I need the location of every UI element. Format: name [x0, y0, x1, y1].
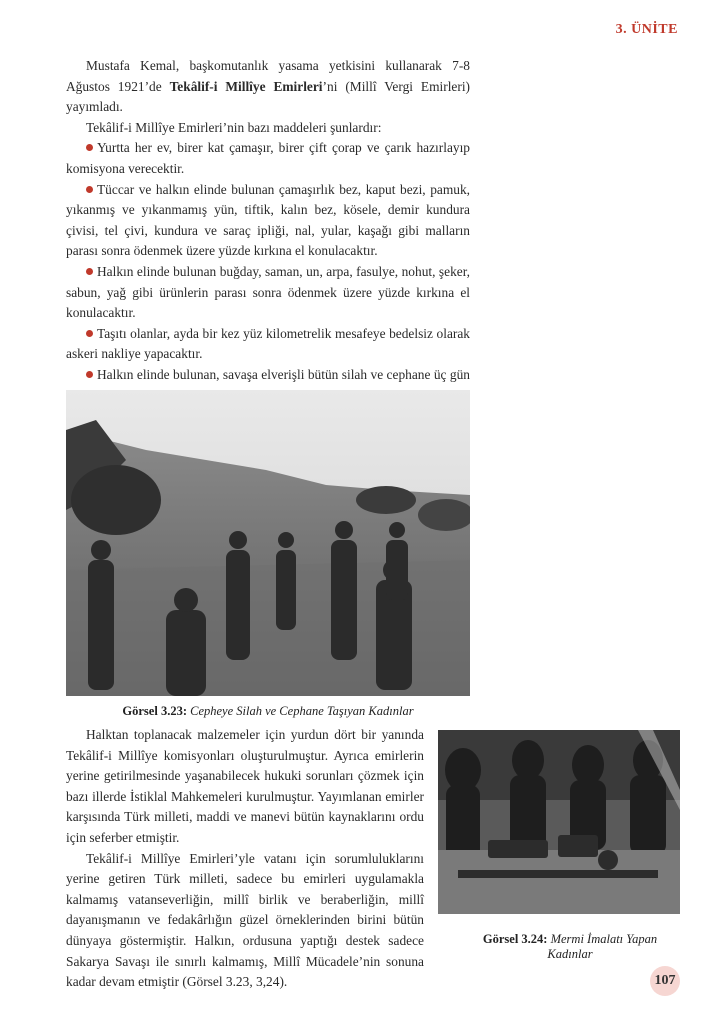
photo-women-carrying-ammunition: [66, 390, 470, 696]
list-intro: Tekâlif-i Millîye Emirleri’nin bazı maddeleri şunlardır:: [86, 119, 382, 135]
list-item: Tüccar ve halkın elinde bulunan çamaşırlık bez, kaput bezi, pamuk, yıkanmış ve yıkanmamış yün, tiftik, kalın bez, kösele, demir kundura çivisi, tel çivi, kundura ve saraç ipliği, nal, yular, kaşağı gibi malların parası sonra ödenmek üzere yüzde kırkına el konulacaktır.: [66, 181, 470, 259]
emphasis-term: Tekâlif-i Millîye Emirleri: [169, 78, 323, 94]
bullet-icon: [86, 371, 93, 378]
list-item: Taşıtı olanlar, ayda bir kez yüz kilometrelik mesafeye bedelsiz olarak askeri nakliye yapacaktır.: [66, 325, 470, 362]
intro-paragraph: Mustafa Kemal, başkomutanlık yasama yetkisini kullanarak 7-8 Ağustos 1921’de Tekâlif-i Millîye Emirleri’ni (Millî Vergi Emirleri) yayımladı.: [66, 58, 470, 115]
bullet-icon: [86, 330, 93, 337]
photo-women-making-bullets: [438, 730, 680, 914]
body-section-2: [66, 725, 424, 993]
bullet-icon: [86, 144, 93, 151]
list-item: Halkın elinde bulunan buğday, saman, un, arpa, fasulye, nohut, şeker, sabun, yağ gibi ürünlerin parası sonra ödenmek üzere yüzde kırkına el konulacaktır.: [66, 263, 470, 321]
list-item: Yurtta her ev, birer kat çamaşır, birer çift çorap ve çarık hazırlayıp komisyona verecektir.: [66, 140, 470, 176]
intro-section: [66, 56, 470, 406]
bullet-icon: [86, 268, 93, 275]
unit-header: 3. ÜNİTE: [615, 22, 678, 37]
body-paragraph-1: Halktan toplanacak malzemeler için yurdun dört bir yanında Tekâlif-i Millîye komisyonları oluşturulmuştur. Ayrıca emirlerin yerine getirilmesinde yaşanabilecek hukuki sorunları çözmek için bazı illerde İstiklal Mahkemeleri kurulmuştur. Yayımlanan emirler karşısında Türk milleti, maddi ve manevi bütün kaynaklarını ordu için seferber etmiştir.: [66, 727, 424, 845]
figure1-label: Görsel 3.23:: [122, 704, 187, 718]
page-number: 107: [650, 966, 680, 996]
article-list: [66, 138, 470, 406]
bullet-icon: [86, 186, 93, 193]
figure2-caption: [470, 932, 670, 962]
list-item: Halkın elinde bulunan, savaşa elverişli bütün silah ve cephane üç gün: [66, 365, 470, 406]
figure1-title: Cepheye Silah ve Cephane Taşıyan Kadınlar: [190, 704, 414, 718]
figure1-caption: [66, 704, 470, 719]
body-paragraph-2: Tekâlif-i Millîye Emirleri’yle vatanı için sorumluluklarını yerine getiren Türk milleti, sadece bu emirleri uygulamakla kalmamış vatanseverliğin, millî birlik ve beraberliğin, millî dayanışmanın ve fedakârlığın güzel örneklerinden birini bütün dünyaya göstermiştir. Halkın, ordusuna yaptığı destek sadece Sakarya Savaşı ile sınırlı kalmamış, Millî Mücadele’nin sonuna kadar devam etmiştir (Görsel 3.23, 3,24).: [66, 850, 424, 990]
photo-illustration: [438, 730, 680, 914]
figure2-label: Görsel 3.24:: [482, 932, 548, 946]
photo-illustration: [66, 390, 470, 696]
figure2-title: Mermi İmalatı Yapan Kadınlar: [547, 932, 658, 961]
